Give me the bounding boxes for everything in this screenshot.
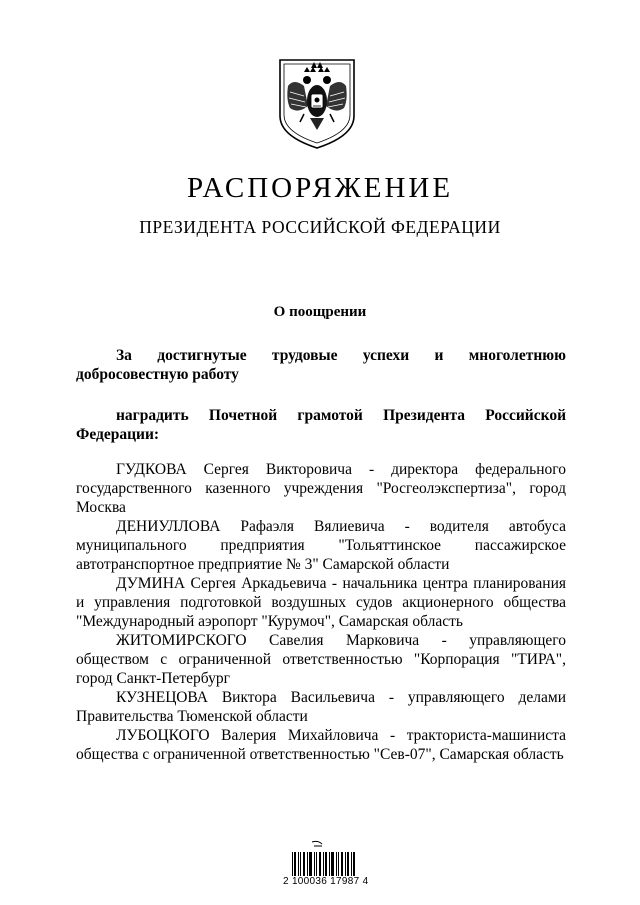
awardee-entry [76, 460, 566, 517]
awardee-text: ЖИТОМИРСКОГО Савелия Марковича - управляющего обществом с ограниченной ответственностью "Корпорация "ТИРА", город Санкт-Петербург [76, 632, 566, 687]
barcode-number: 2 100036 17987 4 [283, 876, 369, 887]
awardee-text: КУЗНЕЦОВА Виктора Васильевича - управляющего делами Правительства Тюменской области [76, 689, 566, 725]
award-paragraph [76, 406, 566, 444]
document-subtitle: ПРЕЗИДЕНТА РОССИЙСКОЙ ФЕДЕРАЦИИ [139, 217, 501, 237]
awardee-entry [76, 517, 566, 574]
awardee-text: ДЕНИУЛЛОВА Рафаэля Вялиевича - водителя автобуса муниципального предприятия "Тольяттинское пассажирское автотранспортное предприятие № 3" Самарской области [76, 518, 566, 573]
document-subject: О поощрении [273, 304, 367, 320]
awardee-entry [76, 574, 566, 631]
barcode-icon [290, 840, 358, 880]
awardee-entry [76, 631, 566, 688]
awardee-text: ДУМИНА Сергея Аркадьевича - начальника центра планирования и управления подготовкой воздушных судов акционерного общества "Международный аэропорт "Курумоч", Самарская область [76, 575, 566, 630]
awardee-list [76, 460, 566, 764]
state-emblem-icon [274, 56, 360, 152]
awardee-text: ГУДКОВА Сергея Викторовича - директора федерального государственного казенного учреждения "Росгеолэкспертиза", город Москва [76, 461, 566, 516]
awardee-text: ЛУБОЦКОГО Валерия Михайловича - тракториста-машиниста общества с ограниченной ответственностью "Сев-07", Самарская область [76, 727, 566, 763]
awardee-entry [76, 726, 566, 764]
awardee-entry [76, 688, 566, 726]
document-title: РАСПОРЯЖЕНИЕ [186, 172, 454, 204]
intro-text: За достигнутые трудовые успехи и многолетнюю добросовестную работу [76, 347, 566, 383]
intro-paragraph [76, 346, 566, 384]
award-text: наградить Почетной грамотой Президента Российской Федерации: [76, 407, 566, 443]
